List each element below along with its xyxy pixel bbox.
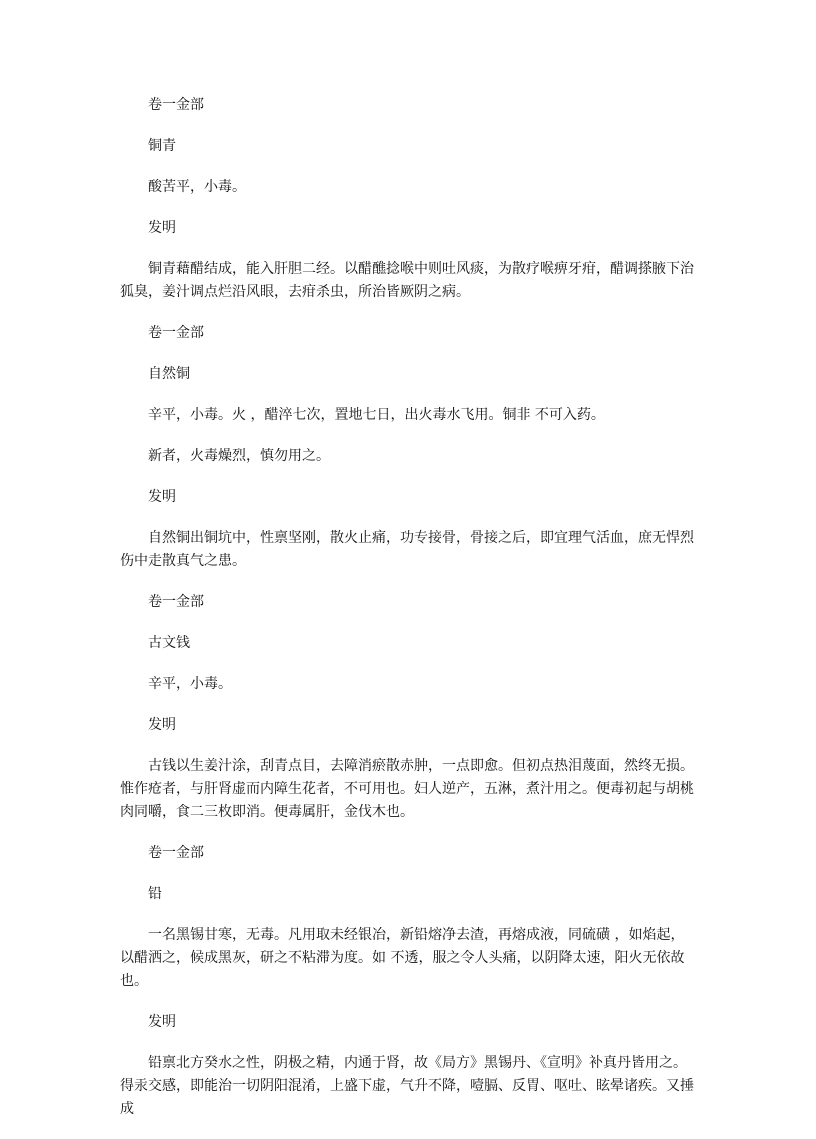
discussion-text: 古钱以生姜汁涂，刮青点目，去障消瘀散赤肿，一点即愈。但初点热泪蔑面，然终无损。惟作疮者，与肝肾虚而内障生花者，不可用也。妇人逆产，五淋，煮汁用之。便毒初起与胡桃肉同嚼，食二三枚即消。便毒属肝，金伐木也。 <box>120 758 694 820</box>
section-heading: 卷一金部 <box>148 97 204 113</box>
document-body <box>120 94 698 1139</box>
discussion-heading: 发明 <box>148 717 176 733</box>
discussion-text: 自然铜出铜坑中，性禀坚刚，散火止痛，功专接骨，骨接之后，即宜理气活血，庶无悍烈伤中走散真气之患。 <box>120 530 694 569</box>
discussion-heading: 发明 <box>148 220 176 236</box>
discussion-text: 铜青藉醋结成，能入肝胆二经。以醋醮捻喉中则吐风痰，为散疗喉痹牙疳，醋调搽腋下治狐臭，姜汁调点烂沿风眼，去疳杀虫，所治皆厥阴之病。 <box>120 261 694 300</box>
entry-caution: 新者，火毒燥烈，慎勿用之。 <box>148 448 330 464</box>
entry-title: 铜青 <box>148 138 176 154</box>
entry-properties: 酸苦平，小毒。 <box>148 179 246 195</box>
entry-properties: 辛平，小毒。火 ，醋淬七次，置地七日，出火毒水飞用。铜非 不可入药。 <box>148 407 605 423</box>
section-heading: 卷一金部 <box>148 845 204 861</box>
discussion-heading: 发明 <box>148 489 176 505</box>
entry-title: 铅 <box>148 886 162 902</box>
entry-title: 古文钱 <box>148 635 190 651</box>
entry-properties: 辛平，小毒。 <box>148 676 232 692</box>
discussion-text: 铅禀北方癸水之性，阴极之精，内通于肾，故《局方》黑锡丹、《宣明》补真丹皆用之。得汞交感，即能治一切阴阳混淆，上盛下虚，气升不降，噎膈、反胃、呕吐、眩晕诸疾。又捶成 <box>120 1055 694 1117</box>
section-heading: 卷一金部 <box>148 594 204 610</box>
discussion-heading: 发明 <box>148 1014 176 1030</box>
entry-title: 自然铜 <box>148 366 190 382</box>
section-heading: 卷一金部 <box>148 325 204 341</box>
entry-properties: 一名黑锡甘寒，无毒。凡用取未经银冶，新铅熔净去渣，再熔成液，同硫磺 ，如焰起，以醋洒之，候成黑灰，研之不粘滞为度。如 不透，服之令人头痛，以阴降太速，阳火无依故也。 <box>120 927 685 989</box>
